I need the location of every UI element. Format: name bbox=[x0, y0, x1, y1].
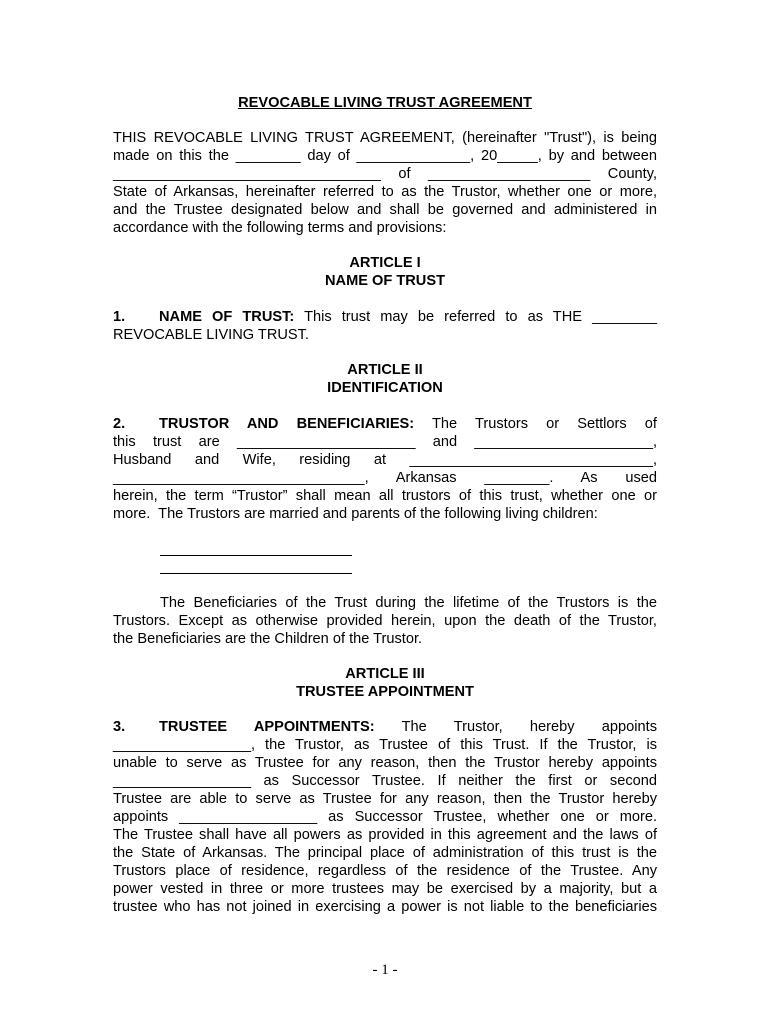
section-3-heading: TRUSTEE APPOINTMENTS: bbox=[159, 719, 375, 735]
section-3-line: Trustors place of residence, regardless of the residence of the Trustee. Any bbox=[113, 863, 657, 879]
intro-line: accordance with the following terms and provisions: bbox=[113, 220, 447, 236]
page-number: - 1 - bbox=[372, 962, 398, 978]
section-3-number: 3. bbox=[113, 719, 126, 735]
intro-line: and the Trustee designated below and shall be governed and administered in bbox=[113, 202, 657, 218]
intro-line: THIS REVOCABLE LIVING TRUST AGREEMENT, (hereinafter "Trust"), is being bbox=[113, 130, 657, 146]
section-3-line bbox=[113, 718, 657, 736]
section-3-line: trustee who has not joined in exercising a power is not liable to the beneficiaries bbox=[113, 899, 657, 915]
article-2-title: IDENTIFICATION bbox=[327, 380, 443, 396]
section-2-number: 2. bbox=[113, 416, 126, 432]
section-2-line: Husband and Wife, residing at ______________________________, bbox=[113, 452, 657, 468]
child-name-blank bbox=[160, 555, 352, 556]
section-2-line: herein, the term “Trustor” shall mean all trustors of this trust, whether one or bbox=[113, 488, 657, 504]
section-3-line: _________________, the Trustor, as Trustee of this Trust. If the Trustor, is bbox=[113, 737, 657, 753]
section-3-line: The Trustee shall have all powers as provided in this agreement and the laws of bbox=[113, 827, 657, 843]
section-2-line: this trust are ______________________ and ______________________, bbox=[113, 434, 657, 450]
section-3-line: Trustee are able to serve as Trustee for any reason, then the Trustor hereby bbox=[113, 791, 657, 807]
beneficiaries-line: Trustors. Except as otherwise provided herein, upon the death of the Trustor, bbox=[113, 613, 657, 629]
section-3-line: appoints _________________ as Successor Trustee, whether one or more. bbox=[113, 809, 657, 825]
section-3-line: _________________ as Successor Trustee. If neither the first or second bbox=[113, 773, 657, 789]
document-title: REVOCABLE LIVING TRUST AGREEMENT bbox=[238, 95, 532, 111]
article-3-title: TRUSTEE APPOINTMENT bbox=[296, 684, 474, 700]
section-1-line bbox=[113, 308, 657, 326]
section-1-line: REVOCABLE LIVING TRUST. bbox=[113, 327, 309, 343]
beneficiaries-line: the Beneficiaries are the Children of the Trustor. bbox=[113, 631, 423, 647]
section-2-line bbox=[113, 415, 657, 433]
article-1-title: NAME OF TRUST bbox=[325, 273, 445, 289]
intro-line: State of Arkansas, hereinafter referred to as the Trustor, whether one or more, bbox=[113, 184, 657, 200]
section-1-text: This trust may be referred to as THE ________ bbox=[304, 309, 657, 325]
article-2-label: ARTICLE II bbox=[347, 362, 423, 378]
section-1-number: 1. bbox=[113, 309, 126, 325]
section-2-line: more. The Trustors are married and parents of the following living children: bbox=[113, 506, 598, 522]
section-2-heading: TRUSTOR AND BENEFICIARIES: bbox=[159, 416, 415, 432]
section-3-text: The Trustor, hereby appoints bbox=[401, 719, 657, 735]
section-2-line: _______________________________, Arkansas ________. As used bbox=[113, 470, 657, 486]
beneficiaries-line: The Beneficiaries of the Trust during the lifetime of the Trustors is the bbox=[160, 595, 657, 611]
section-3-line: unable to serve as Trustee for any reason, then the Trustor hereby appoints bbox=[113, 755, 657, 771]
section-1-heading: NAME OF TRUST: bbox=[159, 309, 295, 325]
child-name-blank bbox=[160, 573, 352, 574]
section-3-line: power vested in three or more trustees may be exercised by a majority, but a bbox=[113, 881, 657, 897]
intro-line: _________________________________ of ____________________ County, bbox=[113, 166, 657, 182]
intro-line: made on this the ________ day of ______________, 20_____, by and between bbox=[113, 148, 657, 164]
section-3-line: the State of Arkansas. The principal place of administration of this trust is the bbox=[113, 845, 657, 861]
article-3-label: ARTICLE III bbox=[345, 666, 425, 682]
article-1-label: ARTICLE I bbox=[349, 255, 421, 271]
section-2-text: The Trustors or Settlors of bbox=[432, 416, 657, 432]
